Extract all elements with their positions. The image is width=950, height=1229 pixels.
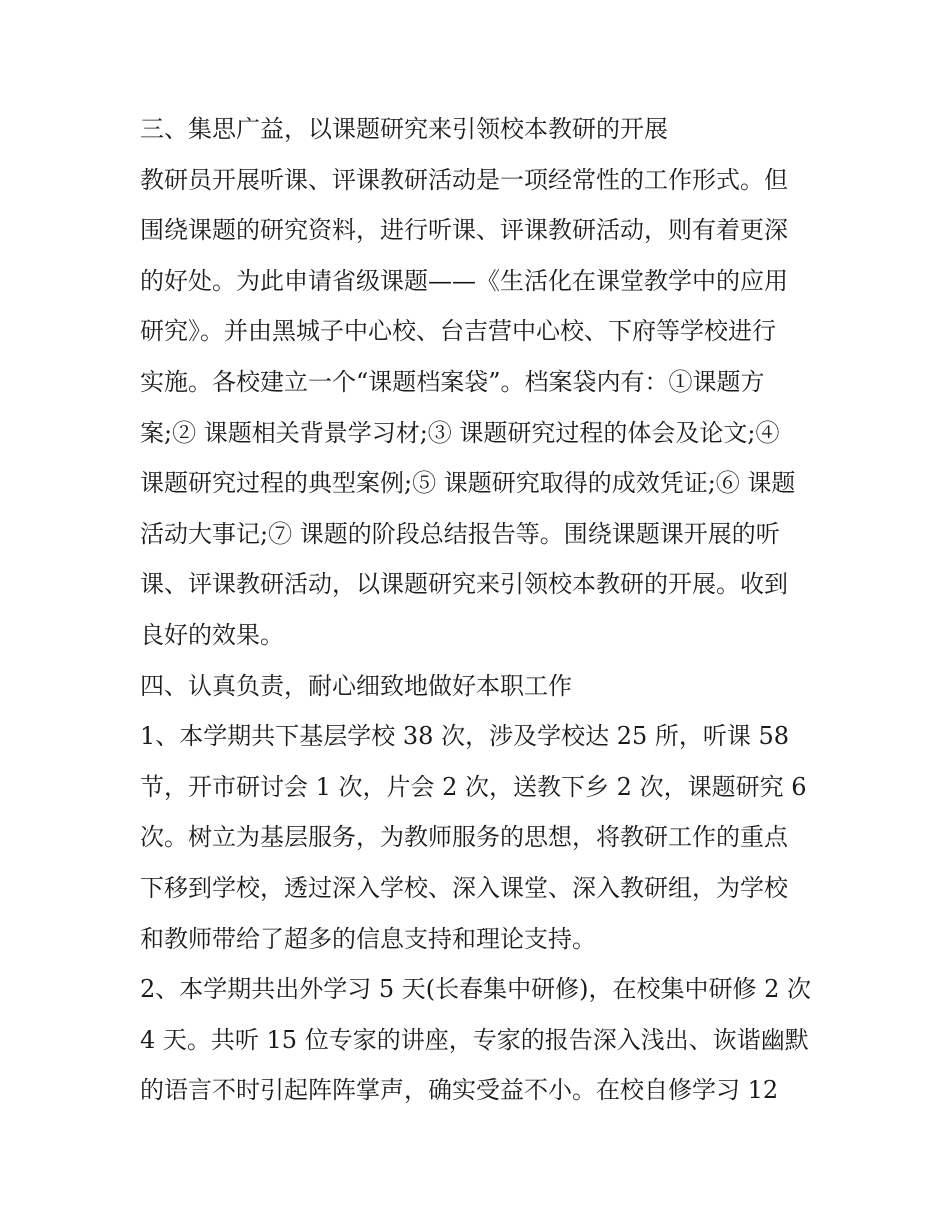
paragraph-line: 活动大事记;⑦ 课题的阶段总结报告等。围绕课题课开展的听 — [140, 519, 780, 548]
list-item-1-line: 和教师带给了超多的信息支持和理论支持。 — [140, 924, 596, 953]
list-item-1-line: 节，开市研讨会 1 次，片会 2 次，送教下乡 2 次，课题研究 6 — [140, 772, 807, 801]
paragraph-line: 良好的效果。 — [140, 620, 284, 649]
paragraph-line: 教研员开展听课、评课教研活动是一项经常性的工作形式。但 — [140, 165, 788, 194]
paragraph-line: 的好处。为此申请省级课题——《生活化在课堂教学中的应用 — [140, 266, 788, 295]
list-item-2-line: 2、本学期共出外学习 5 天(长春集中研修)，在校集中研修 2 次 — [140, 975, 812, 1004]
list-item-1-line: 下移到学校，透过深入学校、深入课堂、深入教研组，为学校 — [140, 873, 788, 902]
list-item-2-line: 4 天。共听 15 位专家的讲座，专家的报告深入浅出、诙谐幽默 — [140, 1025, 809, 1054]
paragraph-line: 实施。各校建立一个“课题档案袋”。档案袋内有：①课题方 — [140, 367, 765, 396]
document-body — [140, 104, 820, 1116]
paragraph-line: 研究》。并由黑城子中心校、台吉营中心校、下府等学校进行 — [140, 317, 776, 346]
paragraph-line: 课题研究过程的典型案例;⑤ 课题研究取得的成效凭证;⑥ 课题 — [140, 469, 796, 498]
paragraph-line: 围绕课题的研究资料，进行听课、评课教研活动，则有着更深 — [140, 216, 788, 245]
paragraph-line: 课、评课教研活动，以课题研究来引领校本教研的开展。收到 — [140, 570, 788, 599]
section-heading-4: 四、认真负责，耐心细致地做好本职工作 — [140, 671, 572, 700]
section-heading-3: 三、集思广益，以课题研究来引领校本教研的开展 — [140, 115, 668, 143]
list-item-1-line: 1、本学期共下基层学校 38 次，涉及学校达 25 所，听课 58 — [140, 722, 790, 751]
list-item-1-line: 次。树立为基层服务，为教师服务的思想，将教研工作的重点 — [140, 823, 788, 852]
list-item-2-line: 的语言不时引起阵阵掌声，确实受益不小。在校自修学习 12 — [140, 1076, 779, 1105]
paragraph-line: 案;② 课题相关背景学习材;③ 课题研究过程的体会及论文;④ — [140, 418, 780, 447]
